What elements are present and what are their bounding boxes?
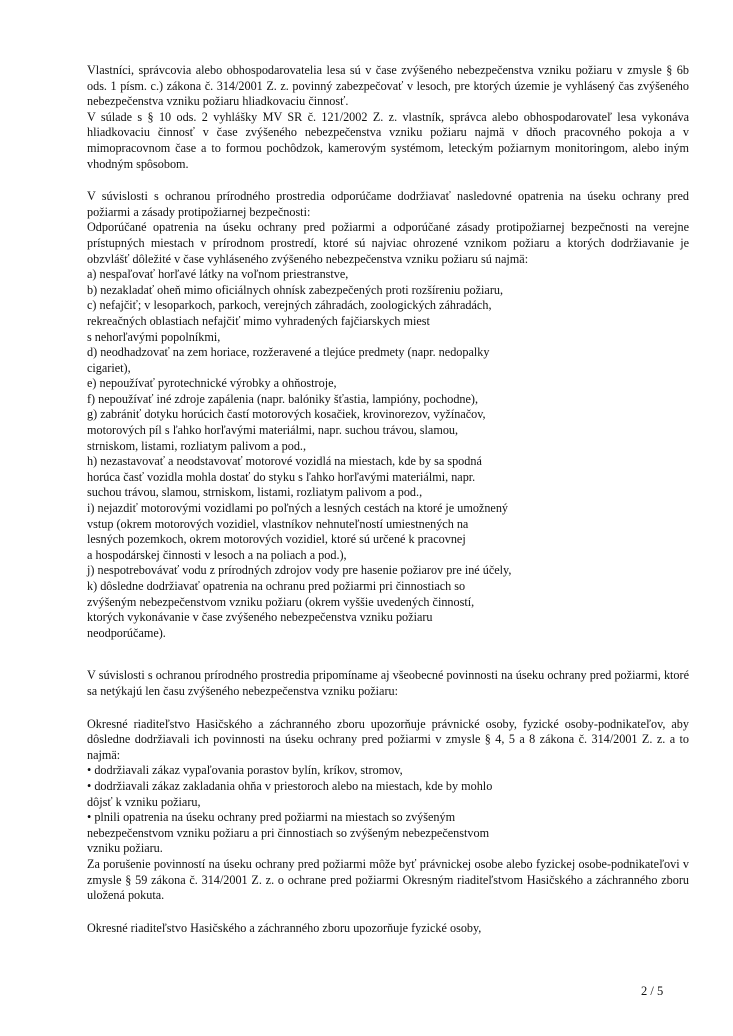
list-item: f) nepoužívať iné zdroje zapálenia (napr. balóniky šťastia, lampióny, pochodne),	[87, 391, 479, 406]
list-item: c) nefajčiť; v lesoparkoch, parkoch, verejných záhradách, zoologických záhradách,	[87, 298, 492, 313]
list-item: motorových píl s ľahko horľavými materiálmi, napr. suchou trávou, slamou,	[87, 423, 459, 438]
list-item: zvýšeným nebezpečenstvom vzniku požiaru (okrem vyššie uvedených činností,	[87, 594, 475, 609]
paragraph-general-duties-intro: V súvislosti s ochranou prírodného prostredia pripomíname aj všeobecné povinnosti na úseku ochrany pred požiarmi, ktoré sa netýkajú len času zvýšeného nebezpečenstva vzniku požiaru:	[87, 668, 689, 698]
list-item: b) nezakladať oheň mimo oficiálnych ohnísk zabezpečených proti rozšíreniu požiaru,	[87, 282, 504, 297]
list-item: e) nepoužívať pyrotechnické výrobky a ohňostroje,	[87, 376, 337, 391]
list-item: suchou trávou, slamou, strniskom, listami, rozliatym palivom a pod.,	[87, 485, 423, 500]
list-item: rekreačných oblastiach nefajčiť mimo vyhradených fajčiarskych miest	[87, 313, 430, 328]
list-item: • plnili opatrenia na úseku ochrany pred požiarmi na miestach so zvýšeným	[87, 810, 456, 825]
list-item: lesných pozemkoch, okrem motorových vozidiel, ktoré sú určené k pracovnej	[87, 532, 466, 547]
list-item: h) nezastavovať a neodstavovať motorové vozidlá na miestach, kde by sa spodná	[87, 454, 482, 469]
list-item: ktorých vykonávanie v čase zvýšeného nebezpečenstva vzniku požiaru	[87, 610, 433, 625]
list-item: horúca časť vozidla mohla dostať do styku s ľahko horľavými materiálmi, napr.	[87, 469, 476, 484]
list-item: vstup (okrem motorových vozidiel, vlastníkov nehnuteľností umiestnených na	[87, 516, 469, 531]
list-item: i) nejazdiť motorovými vozidlami po poľných a lesných cestách na ktoré je umožnený	[87, 501, 509, 516]
list-item: • dodržiavali zákaz zakladania ohňa v priestoroch alebo na miestach, kde by mohlo	[87, 778, 493, 793]
paragraph-patrol-activity: V súlade s § 10 ods. 2 vyhlášky MV SR č. 121/2002 Z. z. vlastník, správca alebo obhospodarovateľ lesa vykonáva hliadkovaciu činnosť v čase zvýšeného nebezpečenstva vzniku požiaru najmä v dňoch pracovného pokoja a v mimopracovnom čase a to formou pochôdzok, kamerovým systémom, leteckým požiarnym monitoringom, alebo iným vhodným spôsobom.	[87, 109, 689, 171]
list-item: d) neodhadzovať na zem horiace, rozžeravené a tlejúce predmety (napr. nedopalky	[87, 345, 490, 360]
paragraph-recommendation-intro: V súvislosti s ochranou prírodného prostredia odporúčame dodržiavať nasledovné opatrenia na úseku ochrany pred požiarmi a zásady protipožiarnej bezpečnosti:	[87, 189, 689, 219]
list-item: k) dôsledne dodržiavať opatrenia na ochranu pred požiarmi pri činnostiach so	[87, 579, 466, 593]
paragraph-recommended-measures: Odporúčané opatrenia na úseku ochrany pred požiarmi a odporúčané zásady protipožiarnej bezpečnosti na verejne prístupných miestach v prírodnom prostredí, ktoré sú najviac ohrozené vznikom požiaru a ktorých dodržiavanie je obzvlášť dôležité v čase vyhláseného zvýšeného nebezpečenstva vzniku požiaru sú najmä:	[87, 220, 689, 266]
list-item: neodporúčame).	[87, 625, 166, 640]
paragraph-forest-owners-duty: Vlastníci, správcovia alebo obhospodarovatelia lesa sú v čase zvýšeného nebezpečenstva vzniku požiaru v zmysle § 6b ods. 1 písm. c.) zákona č. 314/2001 Z. z. povinný zabezpečovať v lesoch, pre ktorých územie je vyhlásený čas zvýšeného nebezpečenstva vzniku požiaru hliadkovaciu činnosť.	[87, 63, 689, 109]
list-item: nebezpečenstvom vzniku požiaru a pri činnostiach so zvýšeným nebezpečenstvom	[87, 825, 490, 840]
measures-list	[87, 267, 689, 641]
list-item: a) nespaľovať horľavé látky na voľnom priestranstve,	[87, 267, 349, 282]
list-item: strniskom, listami, rozliatym palivom a pod.,	[87, 438, 307, 453]
list-item: vzniku požiaru.	[87, 841, 163, 856]
list-item: s nehorľavými popolníkmi,	[87, 329, 221, 344]
list-item: • dodržiavali zákaz vypaľovania porastov bylín, kríkov, stromov,	[87, 763, 403, 778]
paragraph-individuals-warning: Okresné riaditeľstvo Hasičského a záchranného zboru upozorňuje fyzické osoby,	[87, 920, 482, 935]
page-number: 2 / 5	[641, 984, 664, 998]
document-body	[87, 63, 689, 936]
paragraph-legal-entities-warning: Okresné riaditeľstvo Hasičského a záchranného zboru upozorňuje právnické osoby, fyzické osoby-podnikateľov, aby dôsledne dodržiavali ich povinnosti na úseku ochrany pred požiarmi v zmysle § 4, 5 a 8 zákona č. 314/2001 Z. z. a to najmä:	[87, 716, 689, 762]
list-item: a hospodárskej činnosti v lesoch a na poliach a pod.),	[87, 547, 347, 562]
list-item: j) nespotrebovávať vodu z prírodných zdrojov vody pre hasenie požiarov pre iné účely,	[87, 563, 512, 578]
paragraph-penalty: Za porušenie povinností na úseku ochrany pred požiarmi môže byť právnickej osobe alebo fyzickej osobe-podnikateľovi v zmysle § 59 zákona č. 314/2001 Z. z. o ochrane pred požiarmi Okresným riaditeľstvom Hasičského a záchranného zboru uložená pokuta.	[87, 856, 689, 903]
list-item: dôjsť k vzniku požiaru,	[87, 794, 201, 809]
list-item: g) zabrániť dotyku horúcich častí motorových kosačiek, krovinorezov, vyžínačov,	[87, 407, 486, 422]
duties-list	[87, 763, 689, 857]
list-item: cigariet),	[87, 360, 131, 375]
